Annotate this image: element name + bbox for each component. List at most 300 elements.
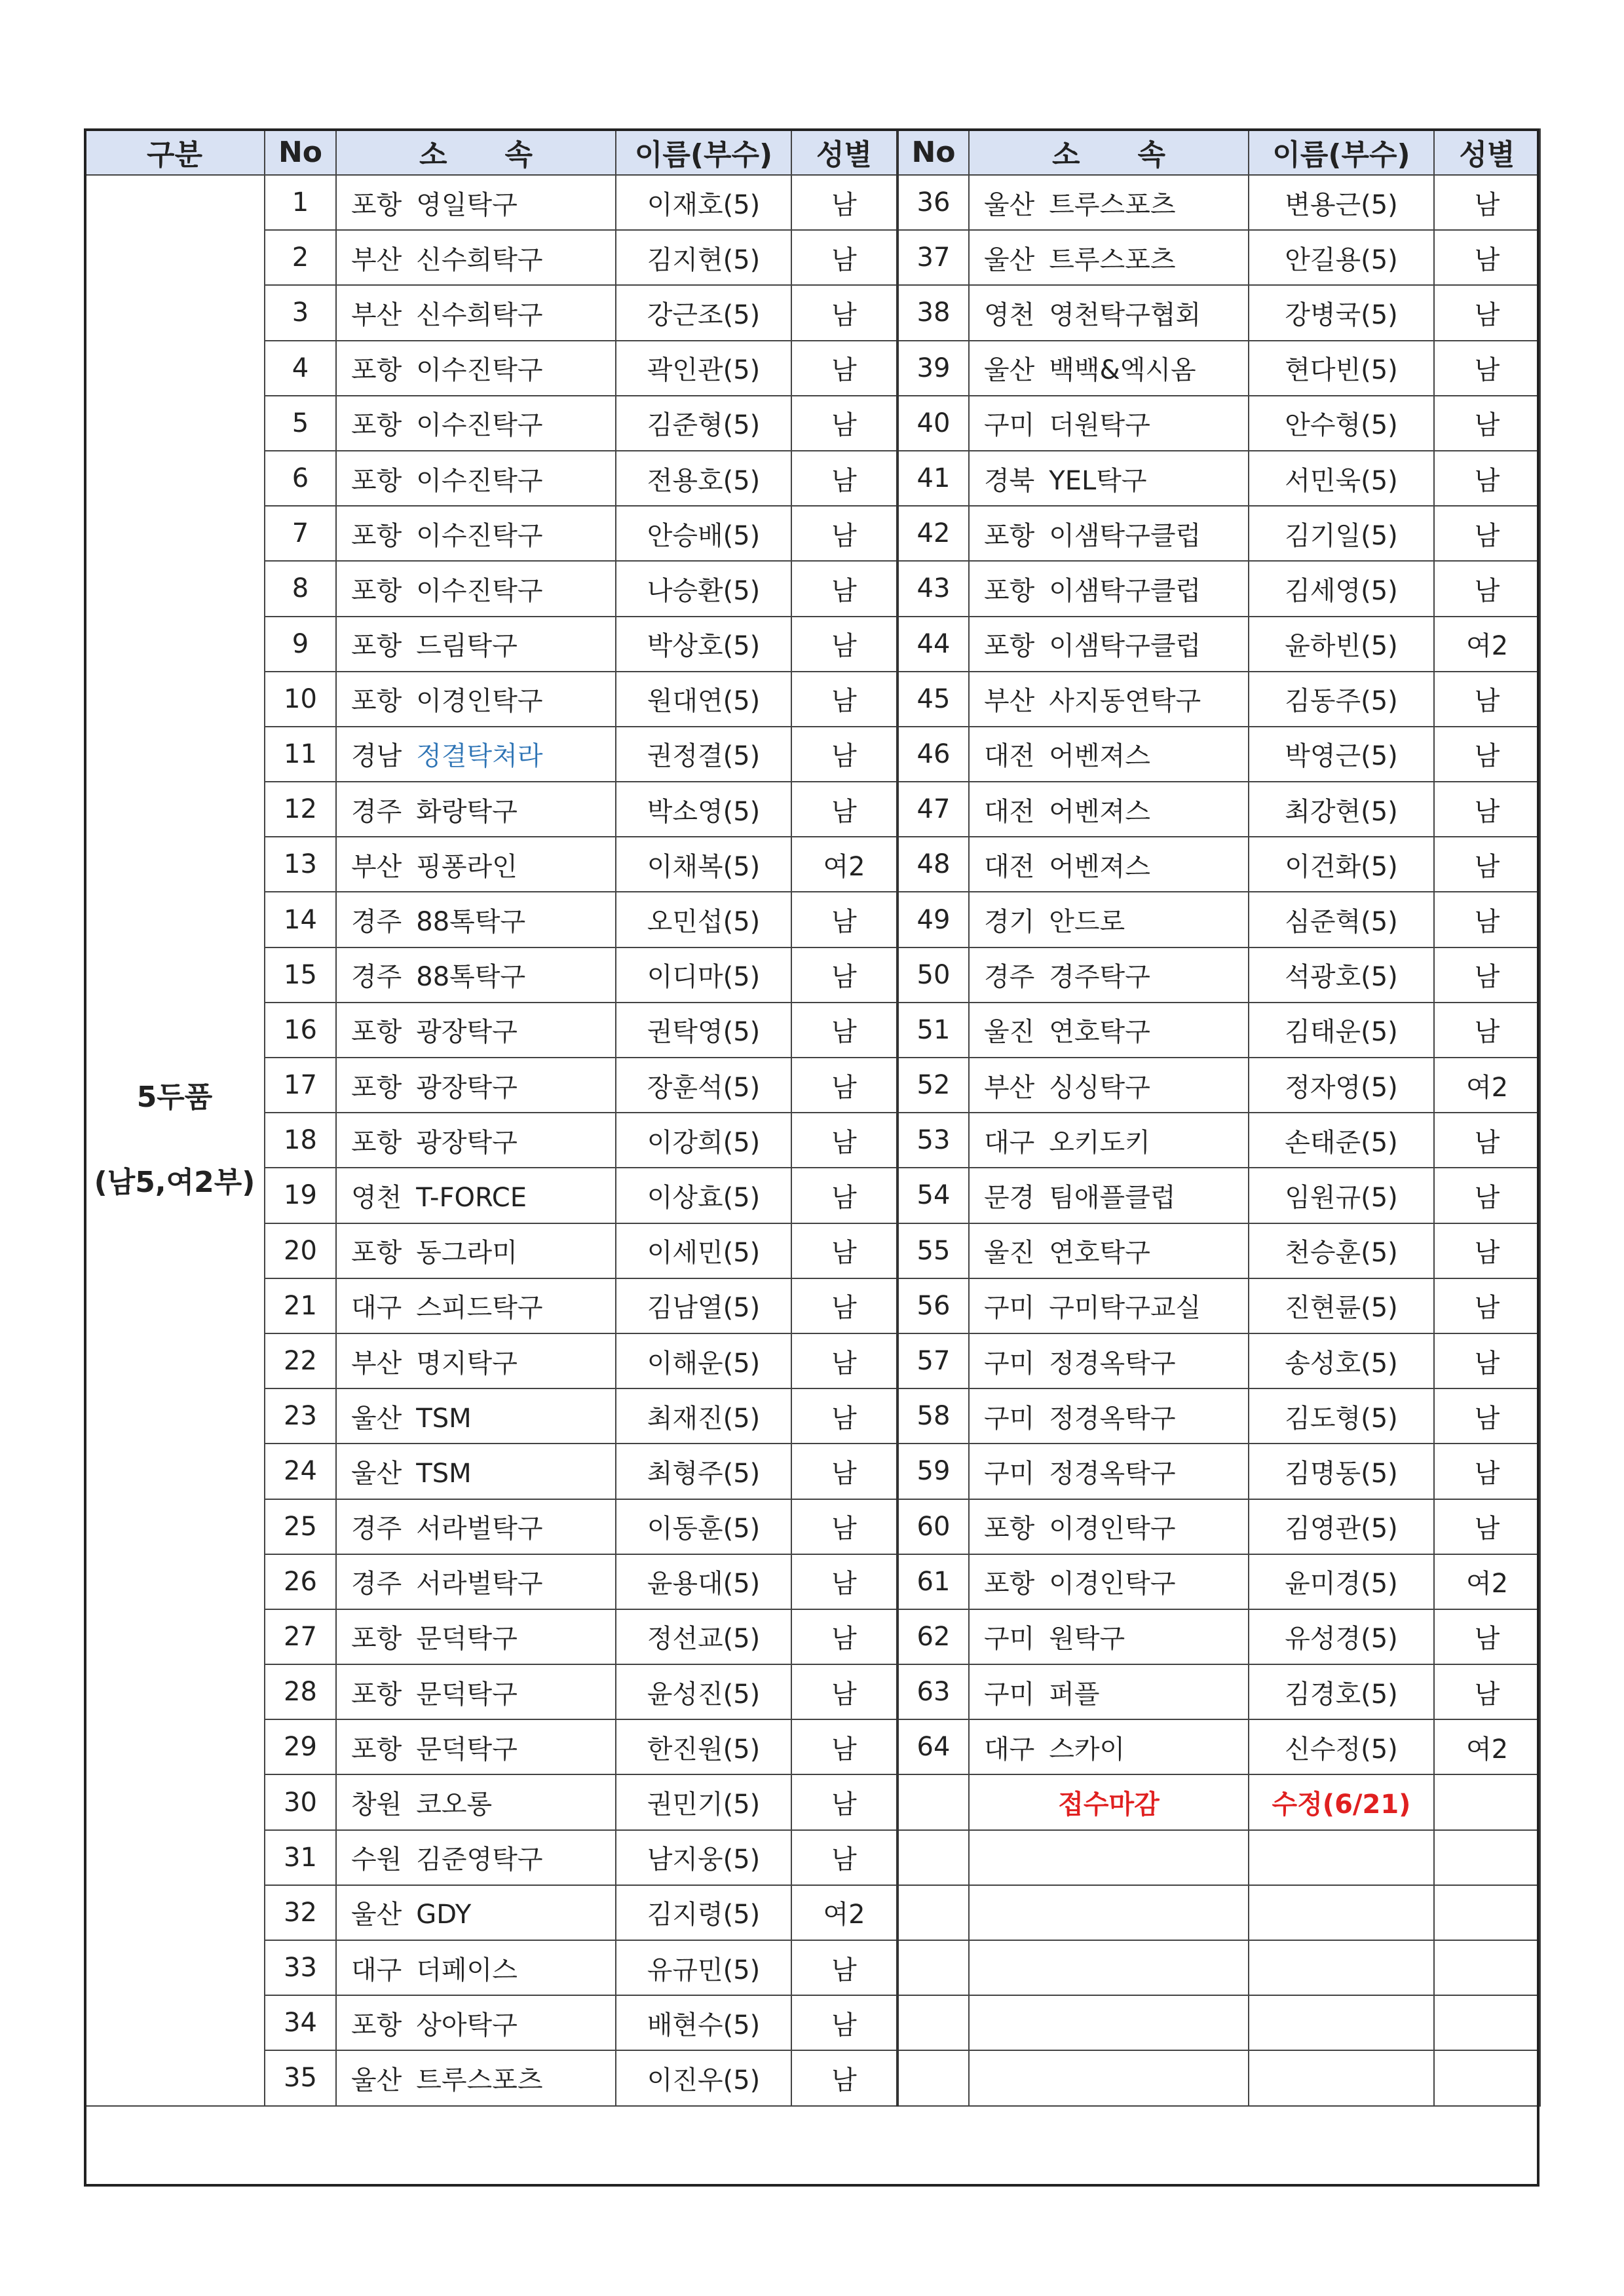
division-title: 5두품 [136,1081,213,1115]
club: 영일탁구 [416,189,518,220]
affiliation-cell [336,1278,616,1333]
club: 안드로 [1049,907,1125,938]
gender-cell: 남 [1434,1333,1540,1388]
gender-cell: 남 [791,947,897,1003]
club: 정경옥탁구 [1049,1403,1176,1434]
empty-cell [969,1995,1249,2050]
club: 구미탁구교실 [1049,1293,1201,1324]
empty-cell [1434,1995,1540,2050]
name-cell: 장훈석(5) [616,1058,791,1113]
table-row [85,396,1540,451]
name-cell: 이진우(5) [616,2050,791,2105]
name-cell: 권탁영(5) [616,1003,791,1058]
table-row [85,1609,1540,1664]
gender-cell: 남 [791,1388,897,1444]
city: 경기 [984,907,1035,938]
affiliation-cell [336,396,616,451]
club: 명지탁구 [416,1348,518,1379]
no-cell: 48 [897,837,969,892]
gender-cell: 남 [791,1003,897,1058]
no-cell: 25 [265,1499,336,1554]
name-cell: 배현수(5) [616,1995,791,2050]
gender-cell: 남 [1434,782,1540,837]
no-cell: 49 [897,892,969,947]
gender-cell: 남 [791,1278,897,1333]
table-row [85,782,1540,837]
affiliation-cell [969,837,1249,892]
gender-cell: 여2 [1434,1058,1540,1113]
empty-cell [1249,1885,1434,1940]
gender-cell: 남 [791,892,897,947]
affiliation-cell [336,1113,616,1168]
division-cell [85,175,265,2106]
name-cell: 심준혁(5) [1249,892,1434,947]
gender-cell: 남 [1434,892,1540,947]
gender-cell: 남 [1434,727,1540,782]
no-cell: 8 [265,561,336,616]
empty-cell [969,1885,1249,1940]
club: 이수진탁구 [416,575,543,606]
city: 대구 [351,1293,402,1324]
no-cell: 44 [897,617,969,672]
club: 광장탁구 [416,1127,518,1158]
table-row [85,1278,1540,1333]
name-cell: 이세민(5) [616,1223,791,1278]
city: 포항 [351,575,402,606]
city: 포항 [984,1514,1035,1544]
affiliation-cell [969,451,1249,506]
affiliation-cell [969,1444,1249,1499]
table-row [85,672,1540,727]
no-cell: 55 [897,1223,969,1278]
city: 영천 [351,1182,402,1213]
name-cell: 이디마(5) [616,947,791,1003]
no-cell: 50 [897,947,969,1003]
name-cell: 이동훈(5) [616,1499,791,1554]
table-row [85,1885,1540,1940]
city: 포항 [351,465,402,496]
no-cell: 30 [265,1774,336,1829]
no-cell: 37 [897,230,969,285]
name-cell: 김세영(5) [1249,561,1434,616]
table-row [85,1333,1540,1388]
club: 퍼플 [1049,1679,1100,1710]
city: 포항 [351,189,402,220]
empty-cell [1249,2050,1434,2105]
club: T-FORCE [416,1182,527,1213]
gender-cell: 남 [1434,506,1540,561]
affiliation-cell [969,341,1249,396]
name-cell: 김지령(5) [616,1885,791,1940]
name-cell: 이재호(5) [616,175,791,230]
table-row [85,561,1540,616]
no-cell: 17 [265,1058,336,1113]
table-row [85,230,1540,285]
club: 문덕탁구 [416,1679,518,1710]
city: 포항 [351,1734,402,1765]
city: 구미 [984,1348,1035,1379]
gender-cell: 남 [791,175,897,230]
no-cell: 6 [265,451,336,506]
affiliation-cell [969,506,1249,561]
entry-table [84,128,1541,2107]
no-cell: 16 [265,1003,336,1058]
club: 동그라미 [416,1238,518,1269]
gender-cell: 남 [791,1664,897,1719]
affiliation-cell [336,1609,616,1664]
gender-cell: 남 [791,230,897,285]
table-row [85,1774,1540,1829]
gender-cell: 남 [1434,1609,1540,1664]
affiliation-cell [969,617,1249,672]
name-cell: 윤용대(5) [616,1554,791,1609]
gender-cell: 남 [791,2050,897,2105]
city: 포항 [351,631,402,662]
club: 어벤져스 [1049,796,1150,827]
gender-cell: 남 [791,1058,897,1113]
name-cell: 김명동(5) [1249,1444,1434,1499]
club: 이샘탁구클럽 [1049,520,1201,551]
no-cell: 13 [265,837,336,892]
club: 문덕탁구 [416,1734,518,1765]
gender-cell: 남 [1434,1223,1540,1278]
club: YEL탁구 [1049,465,1147,496]
affiliation-cell [969,672,1249,727]
gender-cell [1434,1774,1540,1829]
gender-cell: 남 [791,1168,897,1223]
name-cell: 이해운(5) [616,1333,791,1388]
gender-cell: 여2 [791,837,897,892]
city: 대구 [984,1127,1035,1158]
gender-cell: 남 [1434,837,1540,892]
name-cell: 최형주(5) [616,1444,791,1499]
gender-cell: 남 [1434,1113,1540,1168]
table-row [85,1830,1540,1885]
table-row [85,1554,1540,1609]
table-row [85,1444,1540,1499]
no-cell: 33 [265,1940,336,1995]
empty-cell [1249,1995,1434,2050]
no-cell: 64 [897,1719,969,1774]
no-cell: 10 [265,672,336,727]
city: 포항 [351,410,402,441]
name-cell: 권정결(5) [616,727,791,782]
name-cell: 김도형(5) [1249,1388,1434,1444]
gender-cell: 남 [1434,341,1540,396]
affiliation-cell [336,1554,616,1609]
name-cell: 윤하빈(5) [1249,617,1434,672]
affiliation-cell [969,1278,1249,1333]
city: 울진 [984,1017,1035,1048]
header-no: No [265,129,336,175]
name-cell: 유성경(5) [1249,1609,1434,1664]
empty-cell [1434,1940,1540,1995]
name-cell: 안길용(5) [1249,230,1434,285]
city: 대전 [984,851,1035,882]
no-cell: 63 [897,1664,969,1719]
affiliation-cell [969,727,1249,782]
city: 경북 [984,465,1035,496]
name-cell: 진현륜(5) [1249,1278,1434,1333]
affiliation-cell [969,1223,1249,1278]
city: 대구 [984,1734,1035,1765]
club: 정경옥탁구 [1049,1458,1176,1489]
affiliation-cell [336,782,616,837]
club: 오키도키 [1049,1127,1150,1158]
name-cell: 정선교(5) [616,1609,791,1664]
table-row [85,892,1540,947]
club: 서라벌탁구 [416,1569,543,1599]
affiliation-cell [336,506,616,561]
affiliation-cell [336,561,616,616]
gender-cell: 남 [791,1223,897,1278]
table-row [85,506,1540,561]
club: 정경옥탁구 [1049,1348,1176,1379]
gender-cell: 남 [791,1719,897,1774]
affiliation-cell [336,285,616,340]
empty-cell [897,1995,969,2050]
name-cell: 안수형(5) [1249,396,1434,451]
affiliation-cell [336,1223,616,1278]
no-cell: 46 [897,727,969,782]
city: 부산 [351,851,402,882]
no-cell: 26 [265,1554,336,1609]
gender-cell: 여2 [1434,617,1540,672]
header-affiliation: 소 속 [969,129,1249,175]
name-cell: 이채복(5) [616,837,791,892]
no-cell: 23 [265,1388,336,1444]
club: 광장탁구 [416,1017,518,1048]
affiliation-cell [969,1113,1249,1168]
table-row [85,175,1540,230]
table-row [85,341,1540,396]
club: 88톡탁구 [416,962,526,993]
gender-cell: 남 [791,341,897,396]
empty-cell [1249,1830,1434,1885]
no-cell: 58 [897,1388,969,1444]
name-cell: 서민욱(5) [1249,451,1434,506]
name-cell: 나승환(5) [616,561,791,616]
gender-cell: 남 [791,1830,897,1885]
table-row [85,947,1540,1003]
affiliation-cell [336,1168,616,1223]
empty-cell [1434,2050,1540,2105]
name-cell: 이강희(5) [616,1113,791,1168]
city: 경주 [351,796,402,827]
club: 이경인탁구 [416,686,543,717]
city: 부산 [984,1072,1035,1103]
gender-cell: 남 [791,285,897,340]
city: 포항 [351,520,402,551]
club: 팀애플클럽 [1049,1182,1176,1213]
affiliation-cell [336,2050,616,2105]
no-cell: 24 [265,1444,336,1499]
name-cell: 김지현(5) [616,230,791,285]
affiliation-cell [336,1333,616,1388]
affiliation-cell [336,1830,616,1885]
affiliation-cell [969,285,1249,340]
empty-cell [969,2050,1249,2105]
city: 포항 [984,1569,1035,1599]
no-cell: 60 [897,1499,969,1554]
no-cell: 21 [265,1278,336,1333]
affiliation-cell [969,1388,1249,1444]
name-cell: 곽인관(5) [616,341,791,396]
name-cell: 유규민(5) [616,1940,791,1995]
no-cell: 1 [265,175,336,230]
no-cell: 35 [265,2050,336,2105]
gender-cell: 남 [791,672,897,727]
empty-cell [969,1940,1249,1995]
name-cell: 이건화(5) [1249,837,1434,892]
name-cell: 신수정(5) [1249,1719,1434,1774]
gender-cell: 남 [1434,285,1540,340]
city: 경주 [984,962,1035,993]
city: 창원 [351,1789,402,1820]
name-cell: 남지웅(5) [616,1830,791,1885]
name-cell: 강근조(5) [616,285,791,340]
affiliation-cell [336,1774,616,1829]
name-cell: 송성호(5) [1249,1333,1434,1388]
name-cell: 윤미경(5) [1249,1554,1434,1609]
no-cell: 45 [897,672,969,727]
header-name: 이름(부수) [1249,129,1434,175]
affiliation-cell [336,837,616,892]
affiliation-cell [336,617,616,672]
affiliation-cell [969,1168,1249,1223]
table-row [85,1499,1540,1554]
city: 포항 [984,631,1035,662]
club: 트루스포츠 [1049,244,1176,275]
club: 이수진탁구 [416,355,543,386]
club: 상아탁구 [416,2010,518,2040]
no-cell: 14 [265,892,336,947]
club: 신수희탁구 [416,299,543,330]
club: 트루스포츠 [416,2065,543,2095]
gender-cell: 남 [1434,1278,1540,1333]
name-cell: 손태준(5) [1249,1113,1434,1168]
no-cell: 19 [265,1168,336,1223]
gender-cell: 남 [1434,175,1540,230]
no-cell: 52 [897,1058,969,1113]
gender-cell: 남 [791,1609,897,1664]
club: 백백&엑시옴 [1049,355,1196,386]
empty-cell [897,1940,969,1995]
club: 88톡탁구 [416,907,526,938]
gender-cell: 남 [1434,1444,1540,1499]
table-row [85,1995,1540,2050]
club: 이샘탁구클럽 [1049,575,1201,606]
gender-cell: 남 [1434,1003,1540,1058]
gender-cell: 남 [791,506,897,561]
gender-cell: 남 [1434,396,1540,451]
header-gender: 성별 [1434,129,1540,175]
affiliation-cell [336,175,616,230]
gender-cell: 남 [1434,1499,1540,1554]
name-cell: 정자영(5) [1249,1058,1434,1113]
division-subtitle: (남5,여2부) [94,1166,255,1200]
no-cell: 51 [897,1003,969,1058]
name-cell: 김기일(5) [1249,506,1434,561]
empty-cell [1249,1940,1434,1995]
club: 싱싱탁구 [1049,1072,1150,1103]
affiliation-cell [969,1554,1249,1609]
club: 김준영탁구 [416,1845,543,1875]
gender-cell: 남 [1434,451,1540,506]
no-cell: 59 [897,1444,969,1499]
table-row [85,1388,1540,1444]
affiliation-cell [969,1333,1249,1388]
city: 경주 [351,962,402,993]
city: 경주 [351,1514,402,1544]
empty-cell [897,1885,969,1940]
city: 포항 [351,1624,402,1655]
gender-cell: 남 [1434,947,1540,1003]
table-row [85,1058,1540,1113]
club: 원탁구 [1049,1624,1125,1655]
affiliation-cell [336,1995,616,2050]
city: 구미 [984,1679,1035,1710]
no-cell: 7 [265,506,336,561]
club: 드림탁구 [416,631,518,662]
club: 트루스포츠 [1049,189,1176,220]
header-division: 구분 [85,129,265,175]
table-row [85,1223,1540,1278]
club: 사지동연탁구 [1049,686,1201,717]
city: 수원 [351,1845,402,1875]
affiliation-cell [969,782,1249,837]
club: 연호탁구 [1049,1238,1150,1269]
city: 경남 [351,741,402,772]
name-cell: 천승훈(5) [1249,1223,1434,1278]
table-row [85,727,1540,782]
header-gender: 성별 [791,129,897,175]
header-name: 이름(부수) [616,129,791,175]
table-row [85,1113,1540,1168]
name-cell: 김영관(5) [1249,1499,1434,1554]
no-cell: 9 [265,617,336,672]
club: 핑퐁라인 [416,851,518,882]
affiliation-cell [336,892,616,947]
club: 이샘탁구클럽 [1049,631,1201,662]
affiliation-cell [336,1058,616,1113]
gender-cell: 남 [791,451,897,506]
club-link[interactable]: 정결탁쳐라 [416,741,543,772]
name-cell: 김남열(5) [616,1278,791,1333]
city: 구미 [984,1293,1035,1324]
city: 울산 [351,2065,402,2095]
club: 영천탁구협회 [1049,299,1201,330]
affiliation-cell [336,1885,616,1940]
city: 부산 [351,299,402,330]
club: 어벤져스 [1049,741,1150,772]
gender-cell: 남 [1434,1168,1540,1223]
gender-cell: 남 [1434,230,1540,285]
affiliation-cell [336,672,616,727]
empty-cell [969,1830,1249,1885]
no-cell: 41 [897,451,969,506]
affiliation-cell [969,175,1249,230]
name-cell: 박소영(5) [616,782,791,837]
name-cell: 김경호(5) [1249,1664,1434,1719]
no-cell: 27 [265,1609,336,1664]
no-cell: 28 [265,1664,336,1719]
club: 코오롱 [416,1789,493,1820]
name-cell: 윤성진(5) [616,1664,791,1719]
city: 울산 [351,1900,402,1930]
club: 스피드탁구 [416,1293,543,1324]
empty-cell [897,2050,969,2105]
